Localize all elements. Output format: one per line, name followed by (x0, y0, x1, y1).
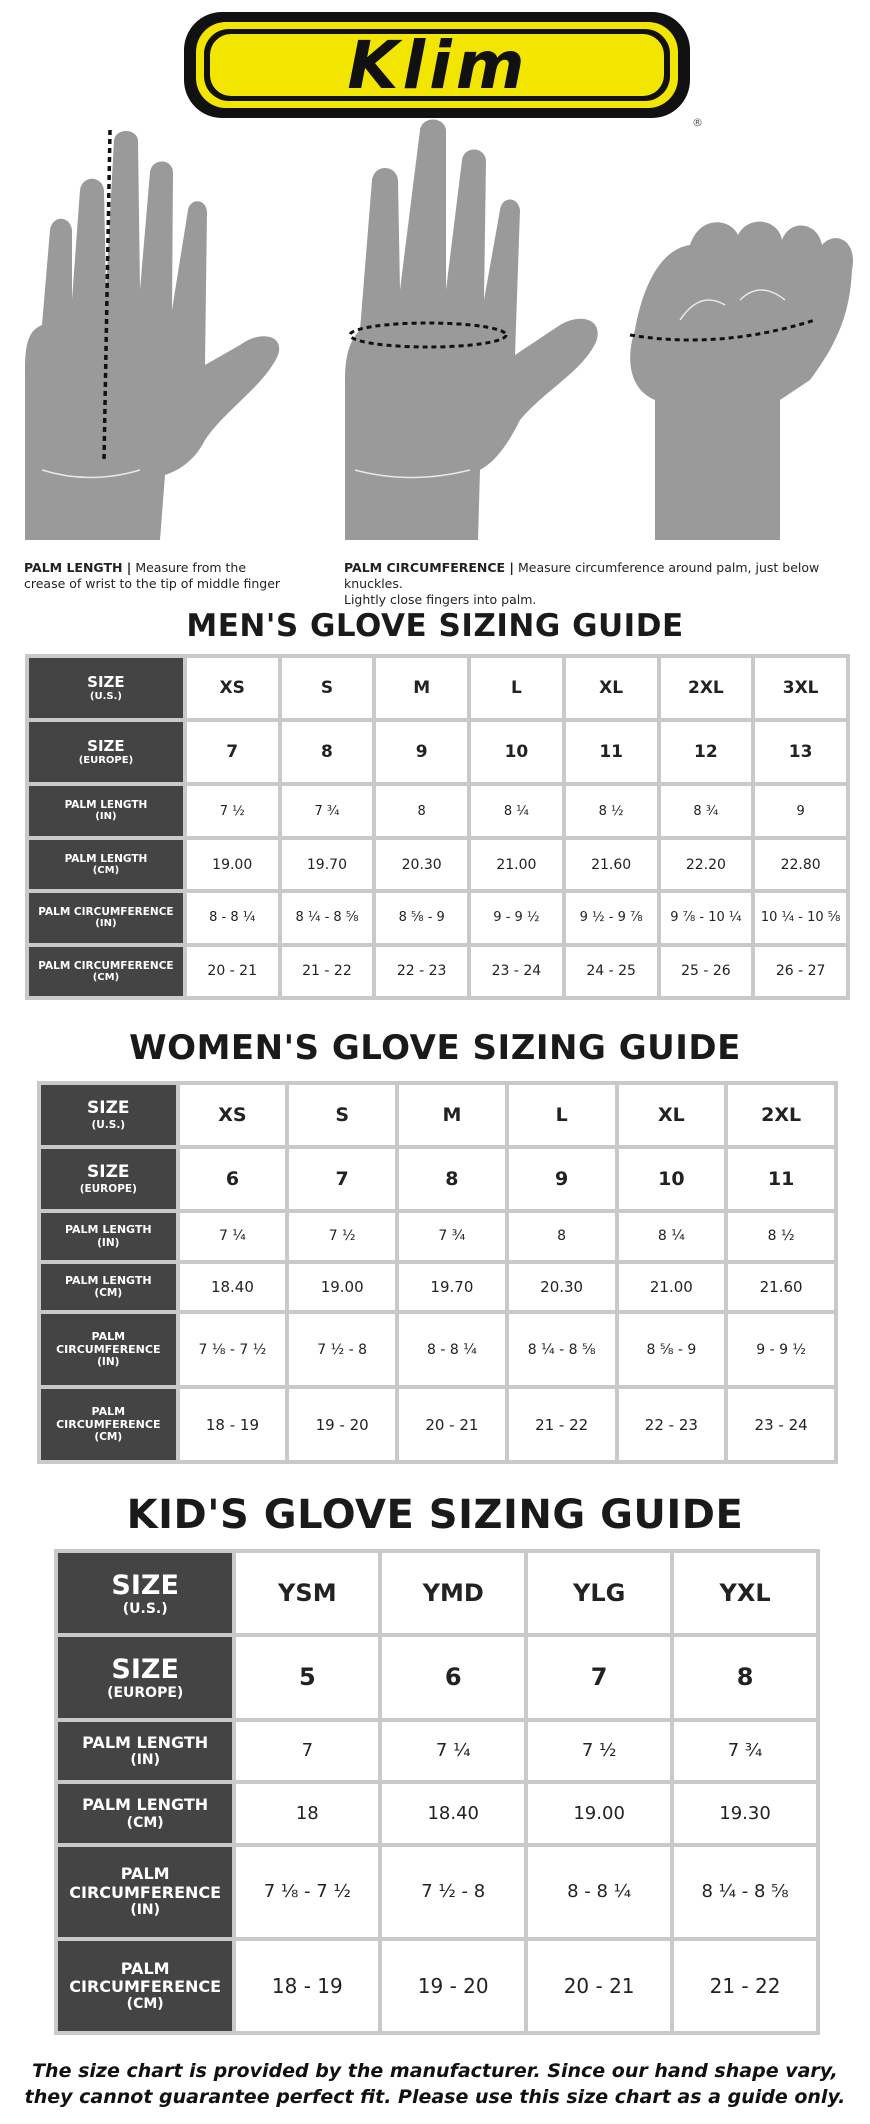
kids-cell: 20 - 21 (528, 1941, 670, 2031)
mens-cell: 8 ⅝ - 9 (376, 893, 467, 942)
mens-cell: 9 (376, 722, 467, 782)
row-header-unit: (EUROPE) (107, 1684, 184, 1701)
womens-cell: 8 (509, 1213, 615, 1260)
row-header-unit: (CM) (94, 1287, 123, 1300)
womens-cell: 7 ⅛ - 7 ½ (180, 1314, 286, 1385)
row-header-label: PALM LENGTH (64, 799, 148, 812)
mens-cell: XL (566, 658, 657, 718)
mens-cell: 3XL (755, 658, 846, 718)
womens-cell: 20.30 (509, 1264, 615, 1311)
kids-cell: 19 - 20 (382, 1941, 524, 2031)
row-header-label: SIZE (111, 1653, 179, 1685)
womens-cell: 18 - 19 (180, 1389, 286, 1460)
mens-cell: 10 (471, 722, 562, 782)
row-header-unit: (IN) (95, 811, 117, 823)
row-header-unit: (IN) (130, 1902, 161, 1919)
womens-row (41, 1264, 834, 1311)
womens-cell: 21 - 22 (509, 1389, 615, 1460)
womens-cell: M (399, 1085, 505, 1145)
mens-cell: 8 ½ (566, 786, 657, 835)
womens-cell: 7 (289, 1149, 395, 1209)
mens-cell: 9 ½ - 9 ⅞ (566, 893, 657, 942)
womens-cell: XS (180, 1085, 286, 1145)
kids-row (58, 1847, 816, 1937)
womens-cell: 19.70 (399, 1264, 505, 1311)
disclaimer (0, 2058, 870, 2110)
womens-cell: 11 (728, 1149, 834, 1209)
kids-row-header (58, 1637, 232, 1717)
mens-cell: 21.00 (471, 840, 562, 889)
kids-cell: 7 ¼ (382, 1722, 524, 1781)
mens-cell: 10 ¼ - 10 ⅝ (755, 893, 846, 942)
mens-cell: 8 - 8 ¼ (187, 893, 278, 942)
mens-title: MEN'S GLOVE SIZING GUIDE (186, 608, 684, 644)
womens-cell: 7 ½ - 8 (289, 1314, 395, 1385)
mens-row-header (29, 722, 183, 782)
kids-row (58, 1722, 816, 1781)
mens-sizing-table (25, 654, 850, 1000)
mens-row (29, 658, 846, 718)
womens-cell: XL (619, 1085, 725, 1145)
kids-cell: 18 (236, 1784, 378, 1843)
mens-row (29, 893, 846, 942)
kids-row (58, 1941, 816, 2031)
kids-row-header (58, 1553, 232, 1633)
mens-cell: 23 - 24 (471, 947, 562, 996)
womens-cell: 9 (509, 1149, 615, 1209)
kids-row-header (58, 1784, 232, 1843)
kids-title: KID'S GLOVE SIZING GUIDE (126, 1492, 744, 1538)
womens-row (41, 1389, 834, 1460)
row-header-label: SIZE (87, 1162, 130, 1183)
row-header-label: PALM LENGTH (64, 852, 148, 865)
mens-cell: 21.60 (566, 840, 657, 889)
kids-cell: YXL (674, 1553, 816, 1633)
mens-cell: 11 (566, 722, 657, 782)
row-header-label: PALM LENGTH (64, 1273, 152, 1287)
kids-cell: YSM (236, 1553, 378, 1633)
row-header-unit: (EUROPE) (78, 755, 134, 767)
mens-cell: 22 - 23 (376, 947, 467, 996)
row-header-label: PALM CIRCUMFERENCE (56, 1404, 161, 1431)
closed-fist-icon (630, 222, 853, 540)
mens-cell: 8 (376, 786, 467, 835)
kids-cell: 8 (674, 1637, 816, 1717)
mens-row-header (29, 893, 183, 942)
row-header-unit: (IN) (95, 918, 117, 930)
hand-measurement-illustrations (0, 140, 870, 540)
mens-cell: 2XL (661, 658, 752, 718)
womens-cell: 20 - 21 (399, 1389, 505, 1460)
mens-cell: L (471, 658, 562, 718)
row-header-label: SIZE (87, 736, 125, 755)
womens-row (41, 1085, 834, 1145)
mens-cell: 19.00 (187, 840, 278, 889)
row-header-unit: (CM) (126, 1814, 164, 1831)
row-header-label: SIZE (87, 672, 125, 691)
womens-row-header (41, 1149, 176, 1209)
kids-row (58, 1784, 816, 1843)
kids-row-header (58, 1941, 232, 2031)
mens-cell: 13 (755, 722, 846, 782)
kids-cell: 18.40 (382, 1784, 524, 1843)
womens-cell: S (289, 1085, 395, 1145)
womens-cell: 8 ⅝ - 9 (619, 1314, 725, 1385)
womens-cell: L (509, 1085, 615, 1145)
womens-cell: 7 ¼ (180, 1213, 286, 1260)
palm-length-caption (24, 560, 280, 592)
mens-cell: XS (187, 658, 278, 718)
mens-cell: 20.30 (376, 840, 467, 889)
womens-cell: 9 - 9 ½ (728, 1314, 834, 1385)
row-header-unit: (CM) (94, 1431, 123, 1444)
mens-cell: 22.20 (661, 840, 752, 889)
womens-cell: 19.00 (289, 1264, 395, 1311)
row-header-unit: (CM) (92, 971, 120, 983)
mens-cell: 9 (755, 786, 846, 835)
kids-table-frame (54, 1549, 820, 2035)
row-header-label: PALM CIRCUMFERENCE (69, 1958, 222, 1996)
disclaimer-line1: The size chart is provided by the manufacturer. Since our hand shape vary, (32, 2060, 838, 2082)
womens-cell: 21.60 (728, 1264, 834, 1311)
mens-cell: 7 (187, 722, 278, 782)
row-header-unit: (CM) (126, 1996, 164, 2013)
palm-length-caption-text2: crease of wrist to the tip of middle finger (24, 576, 281, 591)
row-header-label: SIZE (111, 1569, 179, 1601)
kids-cell: 5 (236, 1637, 378, 1717)
womens-row (41, 1213, 834, 1260)
mens-cell: 8 ¼ (471, 786, 562, 835)
palm-circumference-caption (344, 560, 870, 608)
palm-circumference-caption-text2: Lightly close fingers into palm. (344, 592, 537, 607)
registered-mark: ® (692, 116, 703, 129)
womens-cell: 8 - 8 ¼ (399, 1314, 505, 1385)
palm-circumference-caption-text1: Measure circumference around palm, just below knuckles. (344, 560, 820, 591)
kids-cell: 7 (528, 1637, 670, 1717)
kids-cell: 18 - 19 (236, 1941, 378, 2031)
mens-cell: M (376, 658, 467, 718)
row-header-label: SIZE (87, 1098, 130, 1119)
mens-cell: 21 - 22 (282, 947, 373, 996)
womens-row-header (41, 1213, 176, 1260)
womens-cell: 2XL (728, 1085, 834, 1145)
mens-cell: 9 ⅞ - 10 ¼ (661, 893, 752, 942)
womens-cell: 23 - 24 (728, 1389, 834, 1460)
womens-cell: 10 (619, 1149, 725, 1209)
mens-cell: 8 (282, 722, 373, 782)
mens-cell: 8 ¾ (661, 786, 752, 835)
mens-cell: 7 ¾ (282, 786, 373, 835)
kids-sizing-table (54, 1549, 820, 2035)
row-header-unit: (IN) (97, 1236, 120, 1249)
kids-row (58, 1637, 816, 1717)
kids-cell: 6 (382, 1637, 524, 1717)
kids-cell: 7 ½ (528, 1722, 670, 1781)
row-header-label: PALM CIRCUMFERENCE (56, 1330, 161, 1356)
kids-row-header (58, 1847, 232, 1937)
womens-cell: 18.40 (180, 1264, 286, 1311)
mens-row (29, 947, 846, 996)
row-header-unit: (EUROPE) (79, 1182, 137, 1195)
mens-table-frame (25, 654, 850, 1000)
womens-cell: 8 (399, 1149, 505, 1209)
womens-cell: 7 ¾ (399, 1213, 505, 1260)
kids-cell: 19.00 (528, 1784, 670, 1843)
row-header-label: PALM LENGTH (82, 1732, 209, 1752)
row-header-unit: (U.S.) (122, 1600, 168, 1617)
womens-cell: 19 - 20 (289, 1389, 395, 1460)
row-header-label: PALM CIRCUMFERENCE (38, 906, 174, 919)
mens-cell: 9 - 9 ½ (471, 893, 562, 942)
mens-row (29, 786, 846, 835)
mens-row (29, 840, 846, 889)
kids-cell: 8 ¼ - 8 ⅝ (674, 1847, 816, 1937)
mens-cell: 7 ½ (187, 786, 278, 835)
womens-table-frame (37, 1081, 838, 1464)
mens-cell: 26 - 27 (755, 947, 846, 996)
mens-cell: 25 - 26 (661, 947, 752, 996)
row-header-label: PALM CIRCUMFERENCE (69, 1864, 222, 1902)
open-hand-length-icon (25, 130, 279, 540)
mens-cell: 8 ¼ - 8 ⅝ (282, 893, 373, 942)
kids-cell: 7 (236, 1722, 378, 1781)
womens-cell: 22 - 23 (619, 1389, 725, 1460)
mens-row-header (29, 658, 183, 718)
row-header-unit: (U.S.) (91, 1118, 126, 1131)
womens-cell: 8 ¼ - 8 ⅝ (509, 1314, 615, 1385)
womens-cell: 21.00 (619, 1264, 725, 1311)
mens-cell: 24 - 25 (566, 947, 657, 996)
mens-cell: 22.80 (755, 840, 846, 889)
row-header-label: PALM LENGTH (82, 1795, 209, 1815)
mens-row-header (29, 947, 183, 996)
row-header-label: PALM LENGTH (64, 1222, 152, 1236)
womens-row (41, 1314, 834, 1385)
womens-row (41, 1149, 834, 1209)
kids-cell: 8 - 8 ¼ (528, 1847, 670, 1937)
row-header-unit: (IN) (97, 1356, 120, 1369)
mens-cell: S (282, 658, 373, 718)
womens-row-header (41, 1314, 176, 1385)
womens-cell: 7 ½ (289, 1213, 395, 1260)
kids-row-header (58, 1722, 232, 1781)
open-hand-circumference-icon (345, 120, 598, 541)
womens-sizing-table (37, 1081, 838, 1464)
logo-wordmark: Klim (347, 27, 529, 104)
row-header-unit: (CM) (92, 864, 120, 876)
womens-row-header (41, 1264, 176, 1311)
kids-cell: 21 - 22 (674, 1941, 816, 2031)
womens-cell: 8 ½ (728, 1213, 834, 1260)
womens-row-header (41, 1085, 176, 1145)
kids-cell: 7 ¾ (674, 1722, 816, 1781)
mens-cell: 12 (661, 722, 752, 782)
mens-cell: 20 - 21 (187, 947, 278, 996)
womens-title: WOMEN'S GLOVE SIZING GUIDE (129, 1028, 741, 1068)
mens-row-header (29, 840, 183, 889)
womens-row-header (41, 1389, 176, 1460)
womens-cell: 8 ¼ (619, 1213, 725, 1260)
mens-cell: 19.70 (282, 840, 373, 889)
palm-length-caption-label: PALM LENGTH | (24, 560, 132, 575)
kids-row (58, 1553, 816, 1633)
mens-row (29, 722, 846, 782)
mens-row-header (29, 786, 183, 835)
kids-cell: 7 ½ - 8 (382, 1847, 524, 1937)
kids-cell: 19.30 (674, 1784, 816, 1843)
kids-cell: 7 ⅛ - 7 ½ (236, 1847, 378, 1937)
row-header-label: PALM CIRCUMFERENCE (38, 959, 174, 972)
palm-length-caption-text1: Measure from the (131, 560, 247, 575)
palm-circumference-caption-label: PALM CIRCUMFERENCE | (344, 560, 514, 575)
disclaimer-line2: they cannot guarantee perfect fit. Please use this size chart as a guide only. (24, 2086, 846, 2108)
kids-cell: YMD (382, 1553, 524, 1633)
womens-cell: 6 (180, 1149, 286, 1209)
kids-cell: YLG (528, 1553, 670, 1633)
row-header-unit: (IN) (130, 1752, 161, 1768)
klim-logo (180, 8, 703, 129)
row-header-unit: (U.S.) (89, 690, 122, 702)
